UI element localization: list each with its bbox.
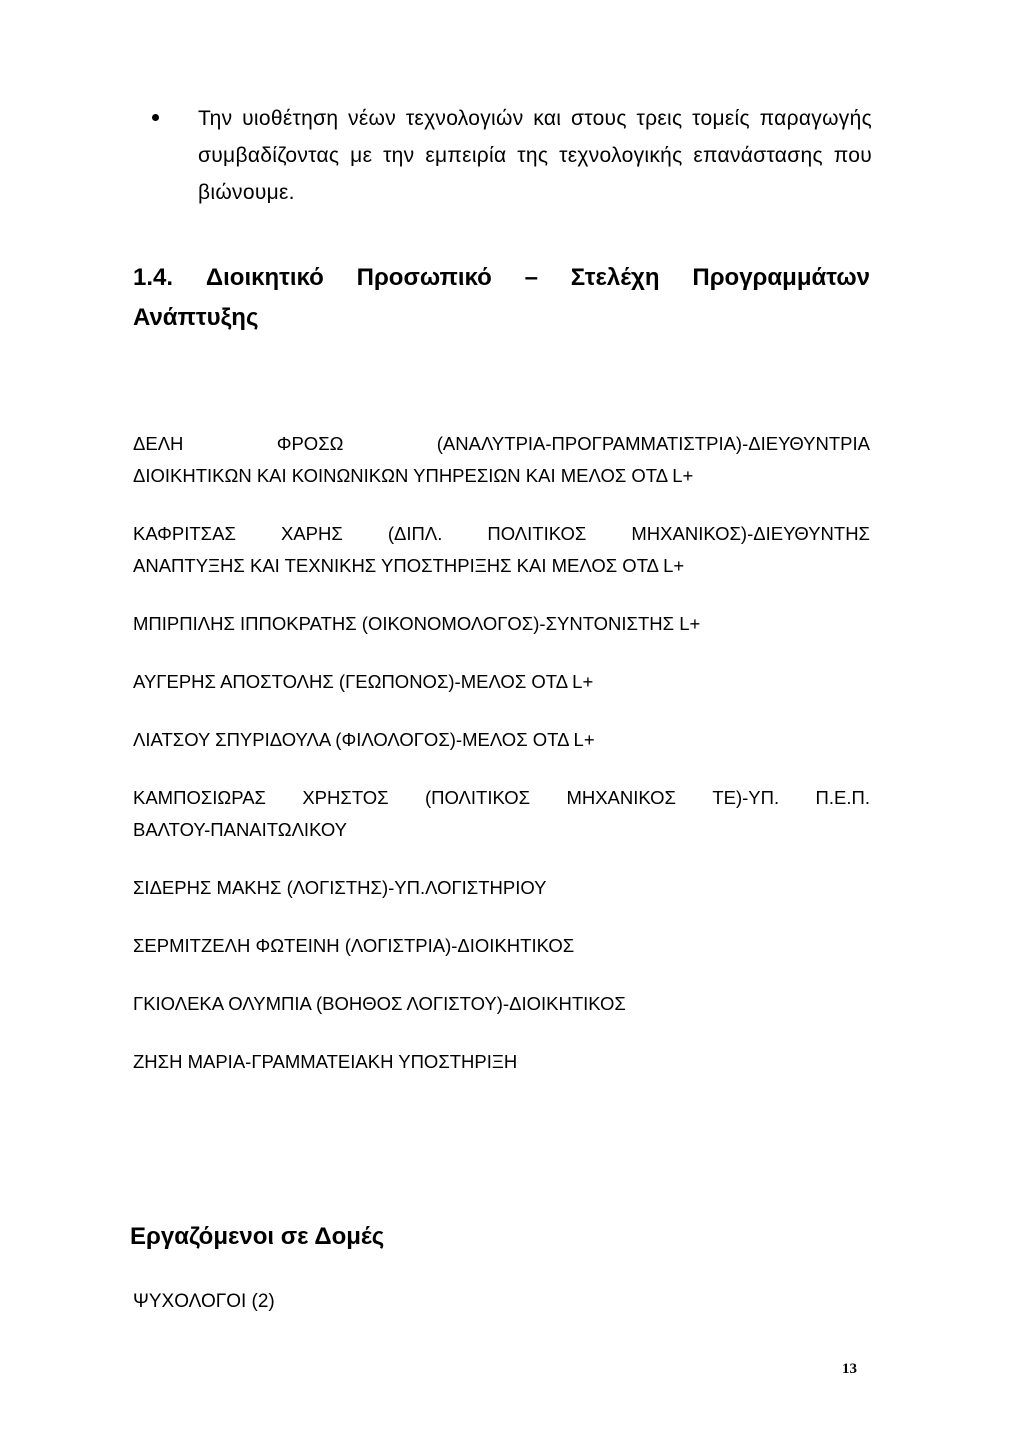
section-heading-line2: Ανάπτυξης [133,304,259,331]
section-heading-line1 [133,258,870,298]
staff-entry-word: ΠΟΛΙΤΙΚΟΣ [487,523,587,544]
bullet-item [150,100,872,211]
staff-entry-line [133,428,870,460]
staff-entry-word: Π.Ε.Π. [815,787,870,808]
staff-entry: ΣΙΔΕΡΗΣ ΜΑΚΗΣ (ΛΟΓΙΣΤΗΣ)-ΥΠ.ΛΟΓΙΣΤΗΡΙΟΥ [133,877,547,898]
bullet-text: Την υιοθέτηση νέων τεχνολογιών και στους τρεις τομείς παραγωγής συμβαδίζοντας με την εμπειρία της τεχνολογικής επανάστασης που βιώνουμε. [198,107,872,204]
staff-entry-word: ΜΗΧΑΝΙΚΟΣ [566,787,676,808]
staff-entry-line: ΔΙΟΙΚΗΤΙΚΩΝ ΚΑΙ ΚΟΙΝΩΝΙΚΩΝ ΥΠΗΡΕΣΙΩΝ ΚΑΙ ΜΕΛΟΣ ΟΤΔ L+ [133,465,694,486]
staff-entry-word: ΚΑΦΡΙΤΣΑΣ [133,523,236,544]
staff-entry-line [133,518,870,550]
section-title-word: Διοικητικό [205,264,324,291]
staff-entry-word: ΦΡΟΣΩ [276,433,344,454]
bullet-marker [152,114,159,121]
section-title-dash: – [524,264,538,291]
section-title-word: Στελέχη [570,264,660,291]
staff-entry: ΖΗΣΗ ΜΑΡΙΑ-ΓΡΑΜΜΑΤΕΙΑΚΗ ΥΠΟΣΤΗΡΙΞΗ [133,1051,518,1072]
section-heading [133,258,870,338]
staff-entry-word: (ΠΟΛΙΤΙΚΟΣ [424,787,531,808]
page-number: 13 [842,1361,857,1377]
subsection-line: ΨΥΧΟΛΟΓΟΙ (2) [133,1291,275,1312]
staff-entry-word: ΜΗΧΑΝΙΚΟΣ)-ΔΙΕΥΘΥΝΤΗΣ [631,523,870,544]
staff-entry-word: ΔΕΛΗ [133,433,184,454]
staff-entry-word: ΤΕ)-ΥΠ. [712,787,780,808]
staff-entry-line: ΑΝΑΠΤΥΞΗΣ ΚΑΙ ΤΕΧΝΙΚΗΣ ΥΠΟΣΤΗΡΙΞΗΣ ΚΑΙ ΜΕΛΟΣ ΟΤΔ L+ [133,555,685,576]
staff-entry: ΓΚΙΟΛΕΚΑ ΟΛΥΜΠΙΑ (ΒΟΗΘΟΣ ΛΟΓΙΣΤΟΥ)-ΔΙΟΙΚΗΤΙΚΟΣ [133,993,626,1014]
staff-entry [133,518,870,582]
section-title-word: Προγραμμάτων [692,264,870,291]
staff-entry-word: (ΑΝΑΛΥΤΡΙΑ-ΠΡΟΓΡΑΜΜΑΤΙΣΤΡΙΑ)-ΔΙΕΥΘΥΝΤΡΙΑ [436,433,870,454]
staff-entry: ΣΕΡΜΙΤΖΕΛΗ ΦΩΤΕΙΝΗ (ΛΟΓΙΣΤΡΙΑ)-ΔΙΟΙΚΗΤΙΚΟΣ [133,935,575,956]
staff-entry-word: (ΔΙΠΛ. [387,523,443,544]
staff-entry-word: ΧΑΡΗΣ [280,523,343,544]
staff-list [133,428,870,1104]
staff-entry: ΛΙΑΤΣΟΥ ΣΠΥΡΙΔΟΥΛΑ (ΦΙΛΟΛΟΓΟΣ)-ΜΕΛΟΣ ΟΤΔ L+ [133,729,595,750]
staff-entry: ΑΥΓΕΡΗΣ ΑΠΟΣΤΟΛΗΣ (ΓΕΩΠΟΝΟΣ)-ΜΕΛΟΣ ΟΤΔ L+ [133,671,594,692]
staff-entry [133,782,870,846]
staff-entry: ΜΠΙΡΠΙΛΗΣ ΙΠΠΟΚΡΑΤΗΣ (ΟΙΚΟΝΟΜΟΛΟΓΟΣ)-ΣΥΝΤΟΝΙΣΤΗΣ L+ [133,613,701,634]
subsection-heading: Εργαζόμενοι σε Δομές [130,1223,385,1250]
staff-entry-word: ΚΑΜΠΟΣΙΩΡΑΣ [133,787,266,808]
staff-entry [133,428,870,492]
staff-entry-line: ΒΑΛΤΟΥ-ΠΑΝΑΙΤΩΛΙΚΟΥ [133,819,347,840]
section-number: 1.4. [133,264,174,291]
staff-entry-word: ΧΡΗΣΤΟΣ [302,787,389,808]
section-title-word: Προσωπικό [356,264,492,291]
staff-entry-line [133,782,870,814]
